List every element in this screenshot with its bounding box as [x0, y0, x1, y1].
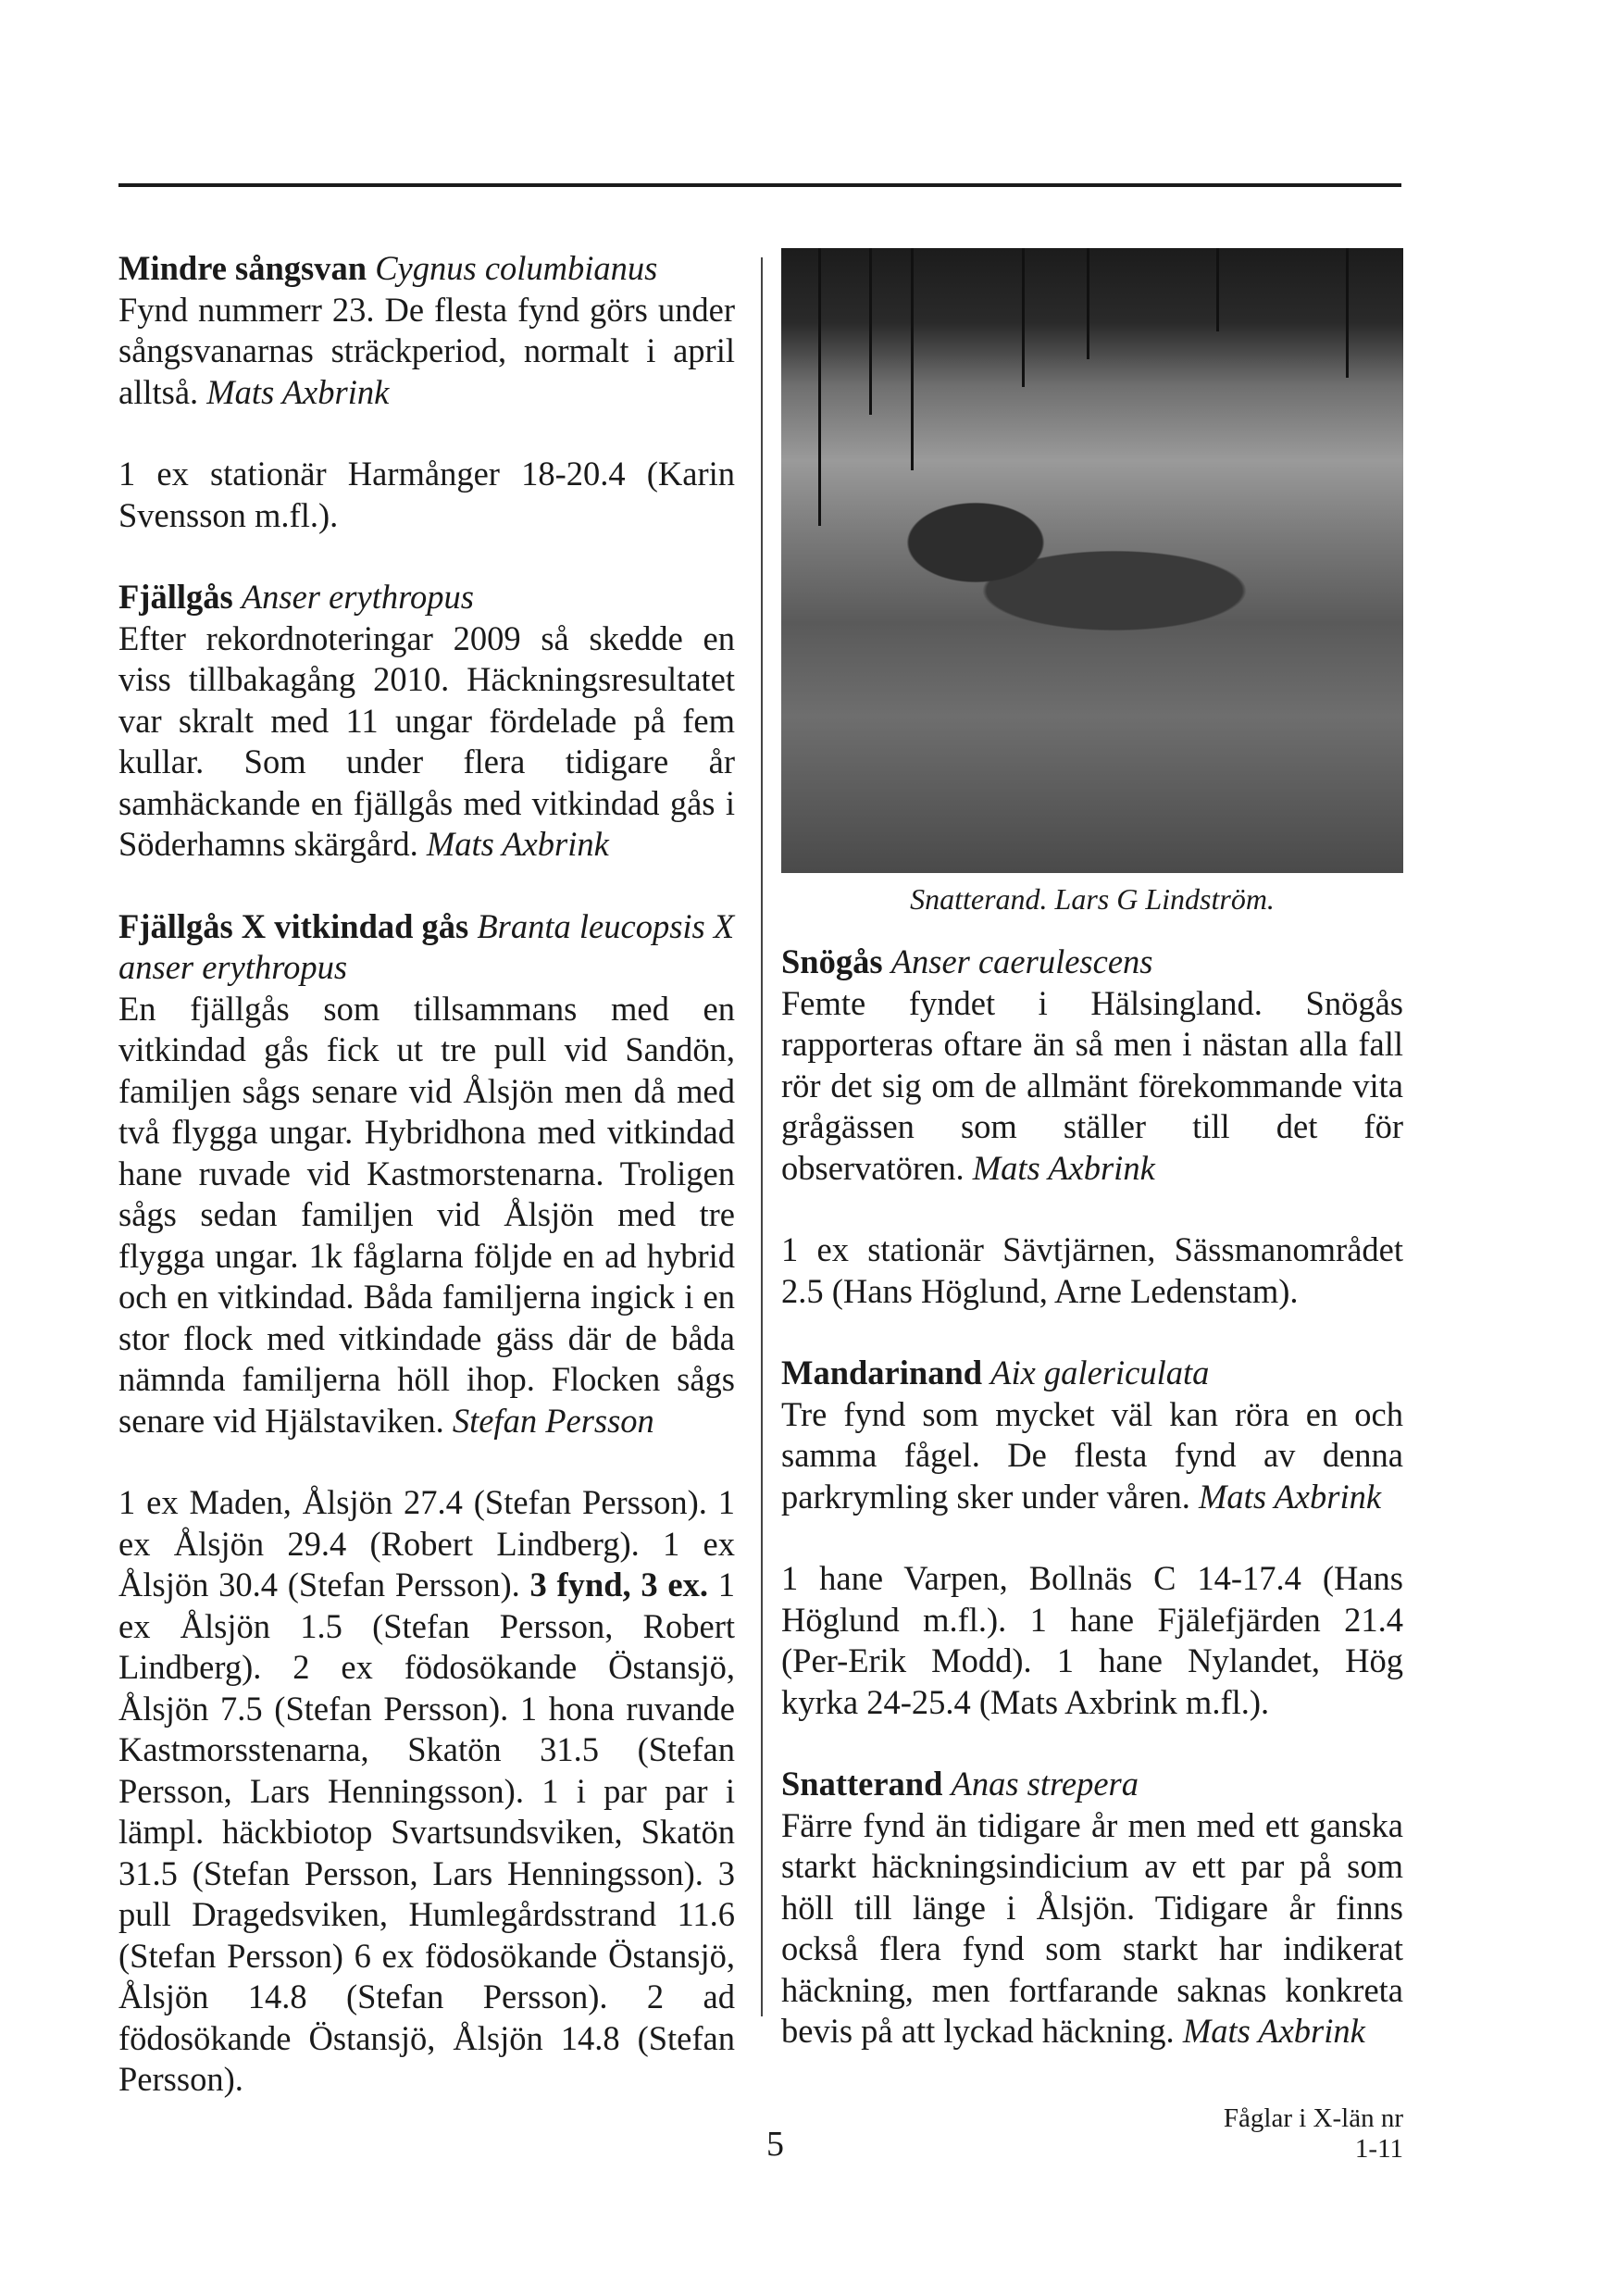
page-number: 5	[766, 2125, 784, 2164]
species-mandarinand	[781, 1353, 1403, 1517]
observation-list: 1 ex stationär Sävtjärnen, Sässmanområdet 2.5 (Hans Höglund, Arne Ledenstam).	[781, 1230, 1403, 1310]
observation-list: 1 ex Maden, Ålsjön 27.4 (Stefan Persson). 1 ex Ålsjön 29.4 (Robert Lindberg). 1 ex Ålsjön 30.4 (Stefan Persson). 3 fynd, 3 ex. 1 ex Ålsjön 1.5 (Stefan Persson, Robert Lindberg). 2 ex födosökande Östansjö, Ålsjön 7.5 (Stefan Persson). 1 hona ruvande Kastmorsstenarna, Skatön 31.5 (Stefan Persson, Lars Henningsson). 1 i par par i lämpl. häckbiotop Svartsundsviken, Skatön 31.5 (Stefan Persson, Lars Henningsson). 3 pull Dragedsviken, Humlegårdsstrand 11.6 (Stefan Persson) 6 ex födosökande Östansjö, Ålsjön 14.8 (Stefan Persson). 2 ad födosökande Östansjö, Ålsjön 14.8 (Stefan Persson).	[118, 1483, 736, 2098]
author: Mats Axbrink	[1199, 1477, 1382, 1516]
species-latin: Anser erythropus	[241, 578, 474, 616]
author: Stefan Persson	[452, 1401, 654, 1440]
observation-list: 1 ex stationär Harmånger 18-20.4 (Karin Svensson m.fl.).	[118, 455, 735, 534]
author: Mats Axbrink	[426, 825, 609, 863]
duck-photo	[781, 248, 1403, 873]
species-latin: Branta leucopsis X anser erythropus	[118, 906, 735, 986]
species-name: Fjällgås	[118, 578, 233, 616]
species-name: Mandarinand	[781, 1354, 983, 1391]
species-snogas	[781, 942, 1403, 1189]
top-rule	[118, 183, 1401, 187]
species-snatterand	[781, 1764, 1403, 2053]
species-mindre-sangsvan	[118, 248, 735, 413]
author: Mats Axbrink	[972, 1148, 1155, 1187]
summary-count: 3 fynd, 3 ex.	[529, 1566, 708, 1603]
species-name: Snatterand	[781, 1765, 943, 1803]
species-text: Femte fyndet i Hälsingland. Snögås rapporteras oftare än så men i nästan alla fall rör det sig om de allmänt förekommande vita grågässen som ställer till det för observatören. Mats Axbrink	[781, 983, 1403, 1187]
species-latin: Anas strepera	[951, 1765, 1139, 1803]
photo-caption: Snatterand. Lars G Lindström.	[910, 882, 1275, 916]
journal-footer: Fåglar i X-län nr 1-11	[1223, 2103, 1403, 2164]
species-heading	[118, 248, 735, 290]
species-latin: Aix galericulata	[990, 1354, 1210, 1391]
species-text: En fjällgås som tillsammans med en vitkindad gås fick ut tre pull vid Sandön, familjen sågs senare vid Ålsjön men då med två flygga ungar. Hybridhona med vitkindad hane ruvade vid Kastmorstenarna. Troligen sågs sedan familjen vid Ålsjön med tre flygga ungar. 1k fåglarna följde en ad hybrid och en vitkindad. Båda familjerna ingick i en stor flock med vitkindade gäss där de båda nämnda familjerna höll ihop. Flocken sågs senare vid Hjälstaviken. Stefan Persson	[118, 989, 735, 1440]
author: Mats Axbrink	[1182, 2012, 1365, 2050]
species-name: Fjällgås X vitkindad gås	[118, 906, 469, 945]
species-heading	[118, 906, 735, 989]
right-column	[781, 248, 1403, 2093]
author: Mats Axbrink	[206, 372, 390, 411]
species-text: Färre fynd än tidigare år men med ett ganska starkt häckningsindicium av ett par på som höll till länge i Ålsjön. Tidigare år finns också flera fynd som starkt har indikerat häckning, men fortfarande saknas konkreta bevis på att lyckad häckning. Mats Axbrink	[781, 1805, 1403, 2050]
species-latin: Cygnus columbianus	[375, 249, 658, 287]
species-fjallgas	[118, 577, 735, 866]
left-column	[118, 248, 735, 2141]
species-text: Tre fynd som mycket väl kan röra en och samma fågel. De flesta fynd av denna parkrymling sker under våren. Mats Axbrink	[781, 1394, 1403, 1516]
species-heading	[781, 1353, 1403, 1394]
species-latin: Anser caerulescens	[890, 942, 1153, 980]
species-text: Fynd nummerr 23. De flesta fynd görs under sångsvanarnas sträckperiod, normalt i april alltså. Mats Axbrink	[118, 290, 735, 411]
observation-list: 1 hane Varpen, Bollnäs C 14-17.4 (Hans Höglund m.fl.). 1 hane Fjälefjärden 21.4 (Per-Erik Modd). 1 hane Nylandet, Hög kyrka 24-25.4 (Mats Axbrink m.fl.).	[781, 1559, 1403, 1721]
species-heading	[781, 942, 1403, 983]
species-fjallgas-hybrid	[118, 906, 735, 1442]
species-name: Mindre sångsvan	[118, 249, 367, 287]
column-divider	[761, 257, 763, 2016]
species-name: Snögås	[781, 942, 883, 980]
species-heading	[118, 577, 735, 618]
species-heading	[781, 1764, 1403, 1805]
species-text: Efter rekordnoteringar 2009 så skedde en viss tillbakagång 2010. Häckningsresultatet var skralt med 11 ungar fördelade på fem kullar. Som under flera tidigare år samhäckande en fjällgås med vitkindad gås i Söderhamns skärgård. Mats Axbrink	[118, 618, 735, 863]
